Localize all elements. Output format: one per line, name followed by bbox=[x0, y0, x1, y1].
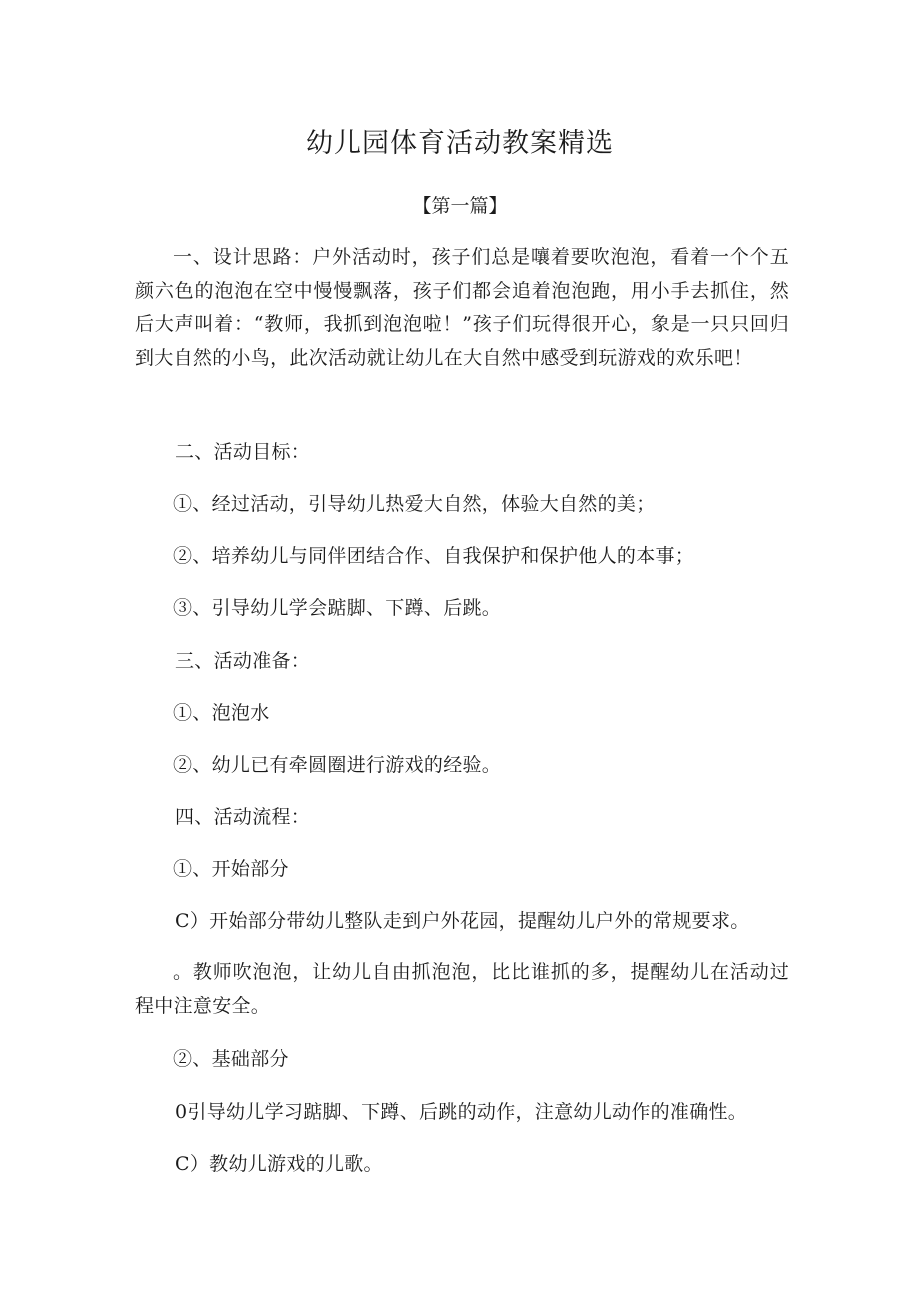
part-1-step-2: 。教师吹泡泡，让幼儿自由抓泡泡，比比谁抓的多，提醒幼儿在活动过程中注意安全。 bbox=[135, 961, 789, 1017]
part-1-heading: ①、开始部分 bbox=[173, 858, 289, 880]
goals-heading: 二、活动目标： bbox=[175, 441, 311, 463]
process-heading: 四、活动流程： bbox=[175, 806, 311, 828]
prep-heading: 三、活动准备： bbox=[175, 650, 311, 672]
goal-item-3: ③、引导幼儿学会踮脚、下蹲、后跳。 bbox=[173, 597, 502, 619]
goal-item-1: ①、经过活动，引导幼儿热爱大自然，体验大自然的美； bbox=[173, 493, 656, 515]
part-2-step-1: 0引导幼儿学习踮脚、下蹲、后跳的动作，注意幼儿动作的准确性。 bbox=[175, 1101, 748, 1123]
prep-item-2: ②、幼儿已有牵圆圈进行游戏的经验。 bbox=[173, 754, 502, 776]
goal-item-2: ②、培养幼儿与同伴团结合作、自我保护和保护他人的本事； bbox=[173, 545, 695, 567]
part-2-step-2: C）教幼儿游戏的儿歌。 bbox=[175, 1153, 383, 1175]
page-title: 幼儿园体育活动教案精选 bbox=[306, 128, 614, 159]
prep-item-1: ①、泡泡水 bbox=[173, 702, 270, 724]
intro-paragraph: 一、设计思路：户外活动时，孩子们总是嚷着要吹泡泡，看着一个个五颜六色的泡泡在空中慢慢飘落，孩子们都会追着泡泡跑，用小手去抓住，然后大声叫着：“教师，我抓到泡泡啦！”孩子们玩得很开心，象是一只只回归到大自然的小鸟，此次活动就让幼儿在大自然中感受到玩游戏的欢乐吧！ bbox=[135, 246, 789, 369]
part-2-heading: ②、基础部分 bbox=[173, 1048, 289, 1070]
part-1-step-1: C）开始部分带幼儿整队走到户外花园，提醒幼儿户外的常规要求。 bbox=[175, 910, 750, 932]
section-heading: 【第一篇】 bbox=[412, 195, 508, 217]
